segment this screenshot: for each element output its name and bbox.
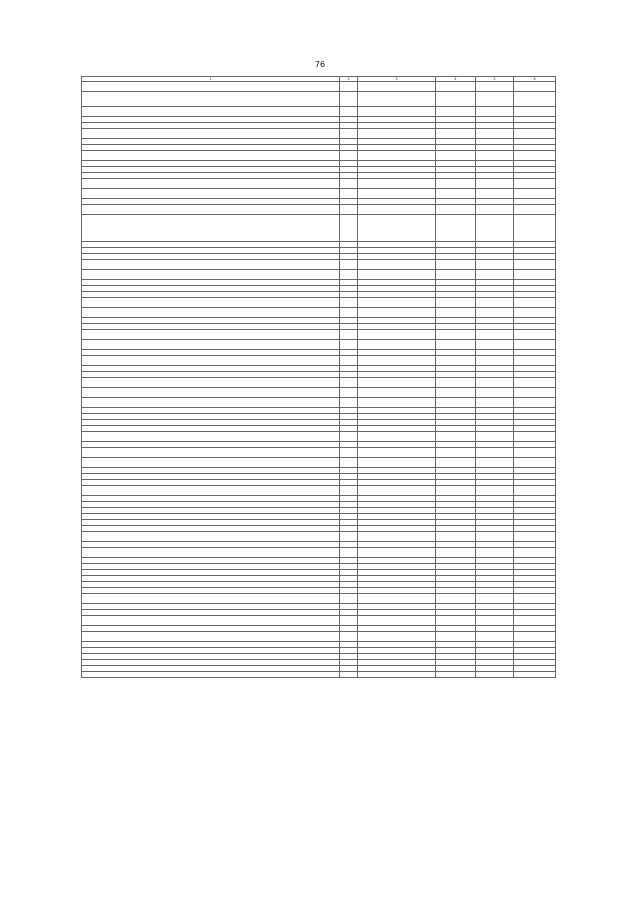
row-executed-amount	[476, 458, 514, 468]
row-approved-amount	[436, 151, 476, 161]
row-admin-code	[340, 330, 358, 340]
row-description	[82, 432, 340, 442]
row-admin-code	[340, 151, 358, 161]
row-admin-code	[340, 270, 358, 280]
table-row	[82, 486, 556, 496]
row-class-code	[358, 398, 436, 408]
row-description	[82, 308, 340, 318]
table-row	[82, 356, 556, 366]
column-header: 6	[514, 77, 556, 82]
row-class-code	[358, 189, 436, 199]
row-executed-amount	[476, 298, 514, 308]
row-description	[82, 594, 340, 604]
table-row	[82, 432, 556, 442]
row-description	[82, 378, 340, 388]
row-admin-code	[340, 398, 358, 408]
table-row	[82, 632, 556, 642]
row-remaining-amount	[514, 205, 556, 215]
row-class-code	[358, 486, 436, 496]
row-approved-amount	[436, 378, 476, 388]
row-remaining-amount	[514, 189, 556, 199]
row-class-code	[358, 388, 436, 398]
row-remaining-amount	[514, 260, 556, 270]
row-remaining-amount	[514, 594, 556, 604]
row-class-code	[358, 260, 436, 270]
row-admin-code	[340, 432, 358, 442]
row-remaining-amount	[514, 82, 556, 92]
row-class-code	[358, 594, 436, 604]
row-remaining-amount	[514, 388, 556, 398]
row-remaining-amount	[514, 308, 556, 318]
column-header: 2	[340, 77, 358, 82]
row-executed-amount	[476, 432, 514, 442]
row-remaining-amount	[514, 330, 556, 340]
row-approved-amount	[436, 432, 476, 442]
row-description	[82, 260, 340, 270]
row-admin-code	[340, 616, 358, 626]
row-executed-amount	[476, 270, 514, 280]
row-description	[82, 270, 340, 280]
row-approved-amount	[436, 388, 476, 398]
table-row	[82, 82, 556, 92]
row-approved-amount	[436, 616, 476, 626]
row-approved-amount	[436, 594, 476, 604]
row-class-code	[358, 616, 436, 626]
row-executed-amount	[476, 205, 514, 215]
row-description	[82, 82, 340, 92]
row-admin-code	[340, 672, 358, 678]
row-class-code	[358, 432, 436, 442]
table-row	[82, 458, 556, 468]
row-class-code	[358, 356, 436, 366]
row-description	[82, 616, 340, 626]
row-remaining-amount	[514, 616, 556, 626]
row-approved-amount	[436, 179, 476, 189]
row-remaining-amount	[514, 486, 556, 496]
row-admin-code	[340, 92, 358, 107]
table-row	[82, 448, 556, 458]
row-admin-code	[340, 340, 358, 350]
row-class-code	[358, 215, 436, 242]
column-header: 5	[476, 77, 514, 82]
page-number: 76	[314, 60, 326, 69]
row-remaining-amount	[514, 378, 556, 388]
row-admin-code	[340, 458, 358, 468]
table-row	[82, 594, 556, 604]
row-approved-amount	[436, 448, 476, 458]
row-remaining-amount	[514, 458, 556, 468]
column-header: 1	[82, 77, 340, 82]
row-description	[82, 151, 340, 161]
row-class-code	[358, 107, 436, 117]
row-remaining-amount	[514, 270, 556, 280]
row-admin-code	[340, 356, 358, 366]
row-description	[82, 448, 340, 458]
row-description	[82, 107, 340, 117]
row-class-code	[358, 330, 436, 340]
table-row	[82, 532, 556, 542]
row-description	[82, 486, 340, 496]
table-row	[82, 398, 556, 408]
row-remaining-amount	[514, 672, 556, 678]
row-class-code	[358, 298, 436, 308]
row-executed-amount	[476, 179, 514, 189]
row-approved-amount	[436, 205, 476, 215]
row-executed-amount	[476, 215, 514, 242]
row-approved-amount	[436, 548, 476, 558]
row-admin-code	[340, 107, 358, 117]
row-admin-code	[340, 298, 358, 308]
table-row	[82, 672, 556, 678]
row-class-code	[358, 672, 436, 678]
row-description	[82, 129, 340, 139]
row-description	[82, 356, 340, 366]
row-executed-amount	[476, 189, 514, 199]
table-row	[82, 616, 556, 626]
row-admin-code	[340, 448, 358, 458]
row-executed-amount	[476, 486, 514, 496]
row-approved-amount	[436, 672, 476, 678]
row-remaining-amount	[514, 107, 556, 117]
row-description	[82, 298, 340, 308]
row-admin-code	[340, 82, 358, 92]
table-row	[82, 340, 556, 350]
row-remaining-amount	[514, 215, 556, 242]
table-row	[82, 548, 556, 558]
row-description	[82, 548, 340, 558]
row-approved-amount	[436, 298, 476, 308]
row-executed-amount	[476, 594, 514, 604]
table-row	[82, 92, 556, 107]
row-admin-code	[340, 486, 358, 496]
row-approved-amount	[436, 532, 476, 542]
row-approved-amount	[436, 356, 476, 366]
row-admin-code	[340, 179, 358, 189]
row-description	[82, 632, 340, 642]
row-remaining-amount	[514, 129, 556, 139]
row-executed-amount	[476, 82, 514, 92]
row-description	[82, 92, 340, 107]
table-row	[82, 330, 556, 340]
table-row	[82, 270, 556, 280]
row-class-code	[358, 308, 436, 318]
row-approved-amount	[436, 260, 476, 270]
row-admin-code	[340, 378, 358, 388]
table-row	[82, 205, 556, 215]
table-row	[82, 378, 556, 388]
row-description	[82, 179, 340, 189]
row-remaining-amount	[514, 548, 556, 558]
row-description	[82, 215, 340, 242]
row-approved-amount	[436, 458, 476, 468]
row-description	[82, 532, 340, 542]
row-executed-amount	[476, 330, 514, 340]
row-executed-amount	[476, 398, 514, 408]
row-executed-amount	[476, 129, 514, 139]
table-row	[82, 189, 556, 199]
row-approved-amount	[436, 632, 476, 642]
row-approved-amount	[436, 308, 476, 318]
row-approved-amount	[436, 486, 476, 496]
row-class-code	[358, 378, 436, 388]
row-class-code	[358, 129, 436, 139]
row-approved-amount	[436, 330, 476, 340]
row-admin-code	[340, 260, 358, 270]
table-row	[82, 388, 556, 398]
table-row	[82, 129, 556, 139]
row-approved-amount	[436, 340, 476, 350]
row-class-code	[358, 205, 436, 215]
table-body	[82, 82, 556, 678]
table-row	[82, 107, 556, 117]
row-approved-amount	[436, 215, 476, 242]
row-admin-code	[340, 632, 358, 642]
row-executed-amount	[476, 92, 514, 107]
row-executed-amount	[476, 672, 514, 678]
row-approved-amount	[436, 270, 476, 280]
row-class-code	[358, 448, 436, 458]
row-executed-amount	[476, 151, 514, 161]
row-remaining-amount	[514, 398, 556, 408]
budget-table	[81, 76, 556, 678]
row-class-code	[358, 92, 436, 107]
row-admin-code	[340, 215, 358, 242]
row-executed-amount	[476, 107, 514, 117]
row-remaining-amount	[514, 448, 556, 458]
row-class-code	[358, 458, 436, 468]
row-approved-amount	[436, 398, 476, 408]
row-remaining-amount	[514, 432, 556, 442]
row-admin-code	[340, 189, 358, 199]
row-remaining-amount	[514, 298, 556, 308]
row-executed-amount	[476, 340, 514, 350]
row-approved-amount	[436, 189, 476, 199]
row-class-code	[358, 82, 436, 92]
row-executed-amount	[476, 378, 514, 388]
table-row	[82, 260, 556, 270]
row-class-code	[358, 532, 436, 542]
table-row	[82, 298, 556, 308]
table-row	[82, 215, 556, 242]
row-approved-amount	[436, 92, 476, 107]
row-description	[82, 205, 340, 215]
row-approved-amount	[436, 107, 476, 117]
row-description	[82, 672, 340, 678]
row-remaining-amount	[514, 356, 556, 366]
row-class-code	[358, 632, 436, 642]
row-executed-amount	[476, 448, 514, 458]
row-class-code	[358, 340, 436, 350]
row-class-code	[358, 270, 436, 280]
row-admin-code	[340, 532, 358, 542]
row-admin-code	[340, 129, 358, 139]
row-executed-amount	[476, 532, 514, 542]
row-executed-amount	[476, 548, 514, 558]
row-admin-code	[340, 594, 358, 604]
row-description	[82, 189, 340, 199]
row-approved-amount	[436, 82, 476, 92]
row-description	[82, 458, 340, 468]
row-executed-amount	[476, 356, 514, 366]
table-row	[82, 151, 556, 161]
row-admin-code	[340, 388, 358, 398]
row-executed-amount	[476, 388, 514, 398]
row-description	[82, 340, 340, 350]
column-header: 4	[436, 77, 476, 82]
row-remaining-amount	[514, 340, 556, 350]
row-executed-amount	[476, 616, 514, 626]
row-admin-code	[340, 548, 358, 558]
row-remaining-amount	[514, 151, 556, 161]
row-description	[82, 388, 340, 398]
row-class-code	[358, 179, 436, 189]
row-remaining-amount	[514, 179, 556, 189]
row-remaining-amount	[514, 532, 556, 542]
row-remaining-amount	[514, 92, 556, 107]
row-executed-amount	[476, 260, 514, 270]
column-header: 3	[358, 77, 436, 82]
row-description	[82, 398, 340, 408]
row-executed-amount	[476, 632, 514, 642]
row-admin-code	[340, 205, 358, 215]
row-class-code	[358, 548, 436, 558]
table-row	[82, 179, 556, 189]
row-admin-code	[340, 308, 358, 318]
row-executed-amount	[476, 308, 514, 318]
row-remaining-amount	[514, 632, 556, 642]
table-row	[82, 308, 556, 318]
row-approved-amount	[436, 129, 476, 139]
row-class-code	[358, 151, 436, 161]
row-description	[82, 330, 340, 340]
